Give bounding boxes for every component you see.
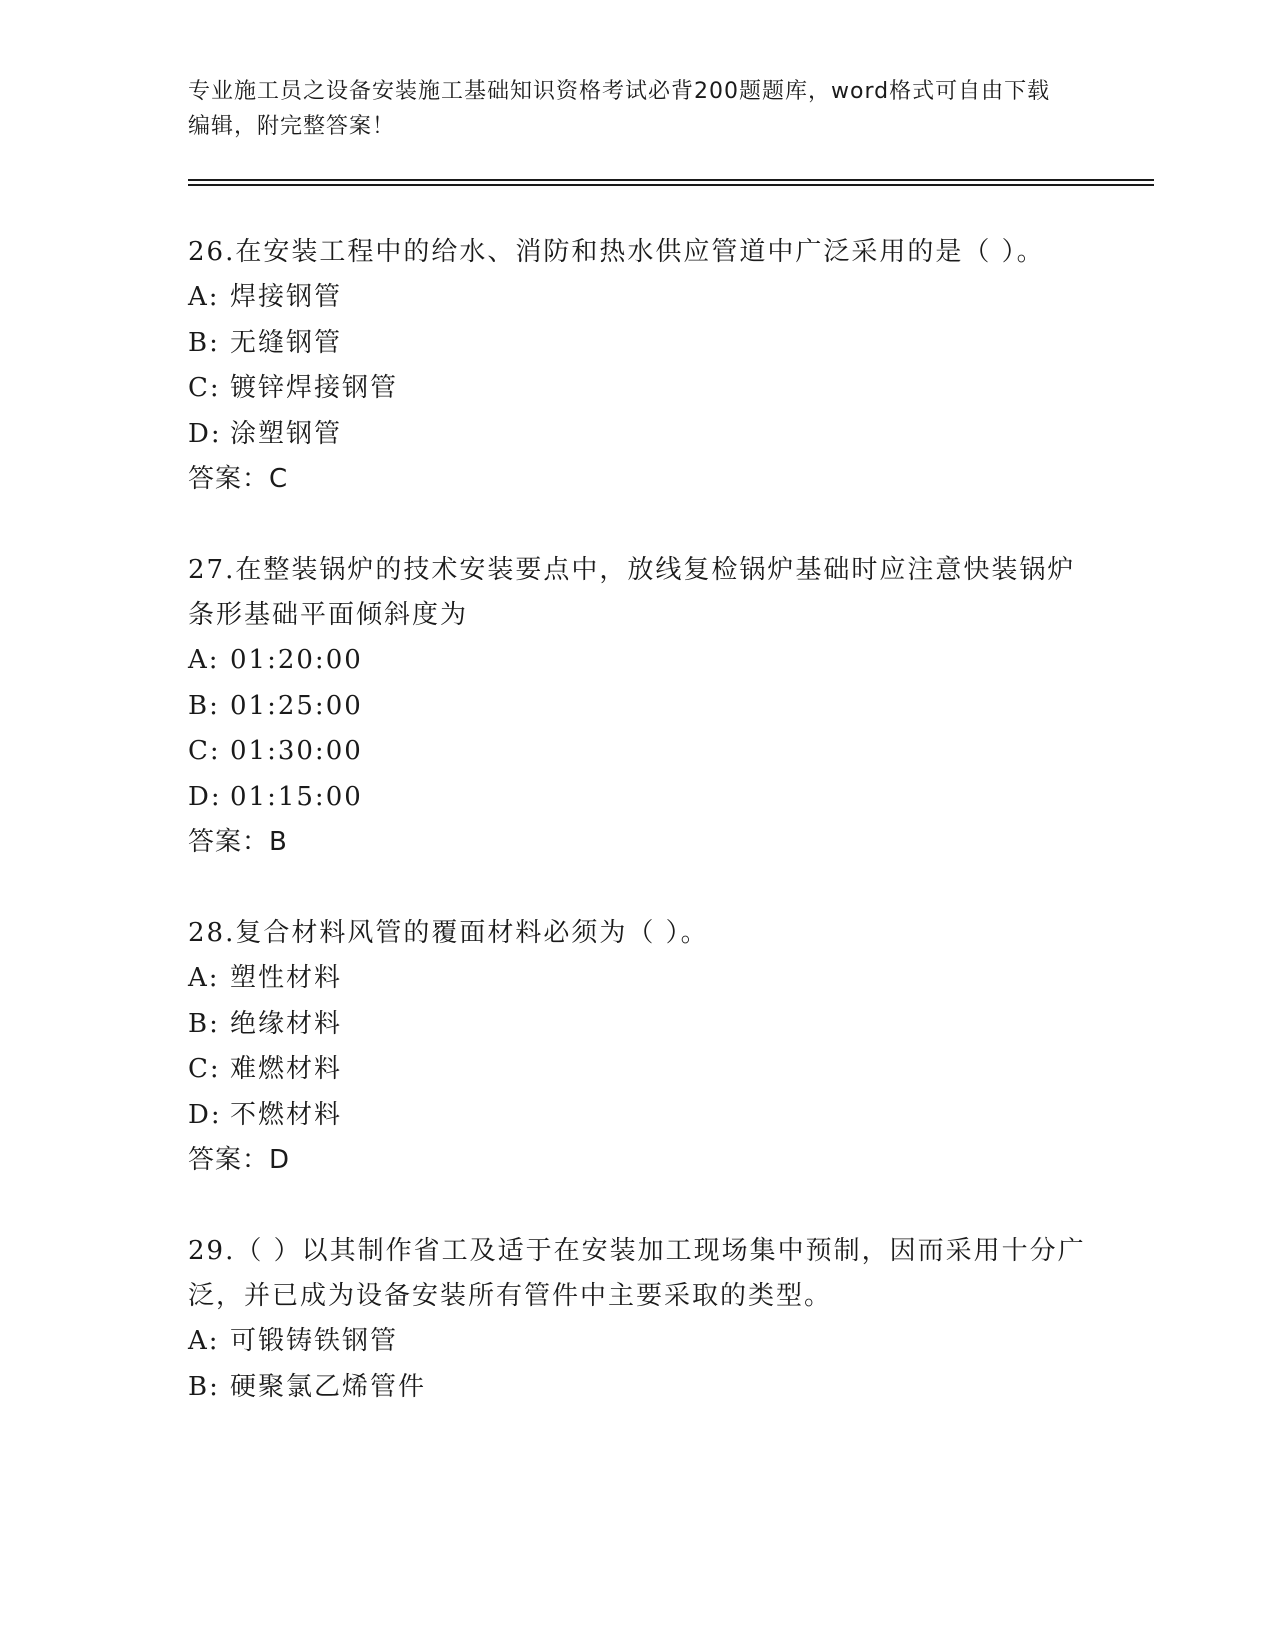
option-label: B: [188, 690, 220, 721]
option-label: C: [188, 1054, 221, 1084]
option-d [188, 775, 1088, 821]
option-b [188, 1365, 1088, 1411]
option-label: B: [188, 1008, 220, 1039]
option-text: 可锻铸铁钢管 [230, 1326, 399, 1356]
option-label: B: [188, 1371, 220, 1402]
question-29 [188, 1229, 1088, 1410]
answer-line: 答案：C [188, 464, 289, 494]
answer-line: 答案：D [188, 1145, 291, 1175]
option-d [188, 1093, 1088, 1139]
option-text: 焊接钢管 [230, 282, 343, 312]
option-label: A: [188, 963, 220, 993]
option-text: 硬聚氯乙烯管件 [230, 1371, 427, 1402]
question-26 [188, 230, 1088, 502]
option-text: 涂塑钢管 [230, 418, 343, 449]
question-28 [188, 911, 1088, 1183]
question-list [188, 230, 1088, 1456]
option-label: A: [188, 645, 220, 675]
option-label: D: [188, 781, 222, 812]
option-a [188, 1319, 1088, 1365]
option-label: D: [188, 418, 222, 449]
question-stem: 29.（ ）以其制作省工及适于在安装加工现场集中预制，因而采用十分广泛，并已成为设备安装所有管件中主要采取的类型。 [188, 1236, 1086, 1311]
option-b [188, 684, 1088, 730]
header-divider [188, 179, 1154, 181]
answer-line: 答案：B [188, 827, 288, 857]
option-c [188, 729, 1088, 775]
option-text: 难燃材料 [230, 1054, 343, 1084]
question-27 [188, 548, 1088, 865]
question-stem: 26.在安装工程中的给水、消防和热水供应管道中广泛采用的是（ ）。 [188, 237, 1045, 267]
option-c [188, 366, 1088, 412]
option-label: C: [188, 373, 221, 403]
option-b [188, 1002, 1088, 1048]
question-stem: 28.复合材料风管的覆面材料必须为（ ）。 [188, 918, 709, 948]
option-text: 01:20:00 [230, 645, 363, 675]
document-header: 专业施工员之设备安装施工基础知识资格考试必背200题题库，word格式可自由下载编辑，附完整答案！ [188, 79, 1051, 139]
option-text: 不燃材料 [230, 1099, 343, 1130]
option-c [188, 1047, 1088, 1093]
option-a [188, 275, 1088, 321]
option-d [188, 412, 1088, 458]
option-text: 01:30:00 [230, 736, 363, 766]
question-stem: 27.在整装锅炉的技术安装要点中，放线复检锅炉基础时应注意快装锅炉条形基础平面倾斜度为 [188, 555, 1076, 630]
option-label: A: [188, 1326, 220, 1356]
option-label: D: [188, 1099, 222, 1130]
option-label: A: [188, 282, 220, 312]
option-a [188, 638, 1088, 684]
header-divider-double [188, 184, 1154, 186]
option-text: 镀锌焊接钢管 [230, 373, 399, 403]
option-b [188, 321, 1088, 367]
option-label: C: [188, 736, 221, 766]
option-text: 01:15:00 [230, 781, 363, 812]
option-text: 01:25:00 [230, 690, 363, 721]
option-label: B: [188, 327, 220, 358]
option-a [188, 956, 1088, 1002]
option-text: 绝缘材料 [230, 1008, 343, 1039]
option-text: 塑性材料 [230, 963, 343, 993]
option-text: 无缝钢管 [230, 327, 343, 358]
